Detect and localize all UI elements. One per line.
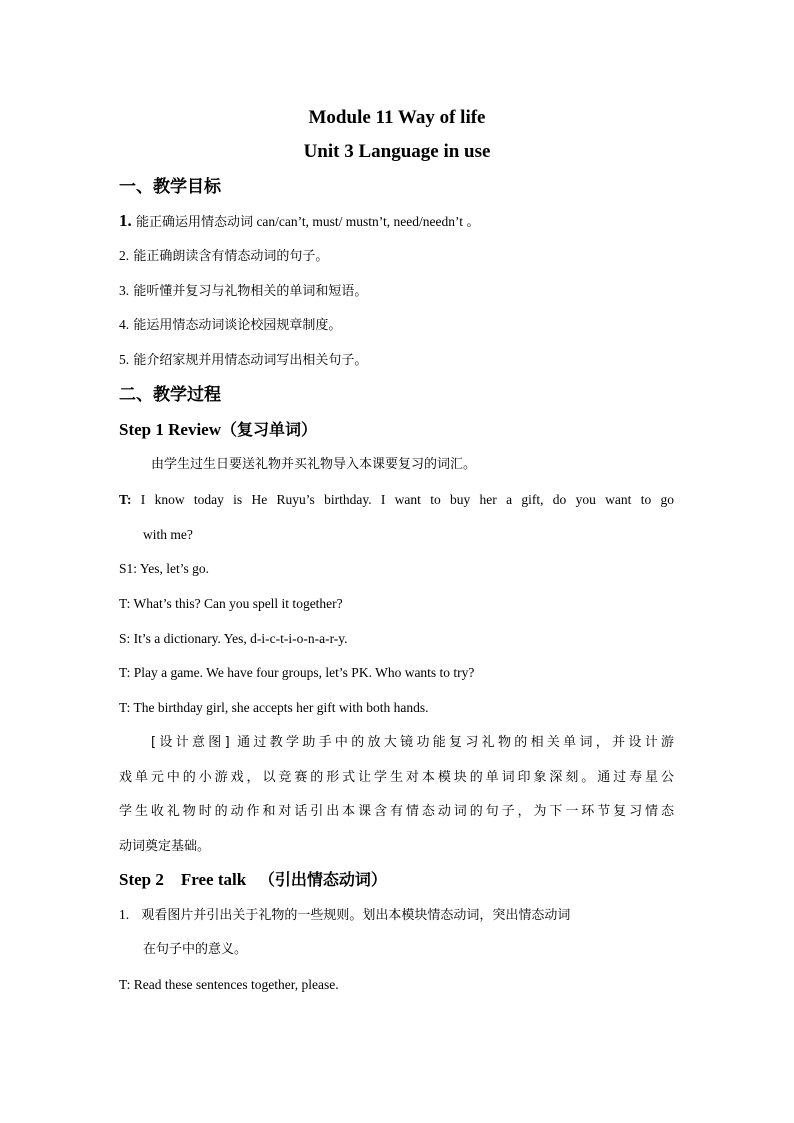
design-intent-line: [设计意图] 通过教学助手中的放大镜功能复习礼物的相关单词，并设计游 [151, 735, 674, 750]
objective-text: 能正确运用情态动词 [136, 215, 254, 230]
objective-text: 能听懂并复习与礼物相关的单词和短语。 [133, 284, 368, 299]
objective-number: 4. [119, 317, 130, 332]
objective-item [119, 350, 367, 371]
dialogue-line: T: What’s this? Can you spell it together? [119, 596, 343, 611]
step2-title [119, 868, 387, 892]
design-intent-line: 学生收礼物时的动作和对话引出本课含有情态动词的句子，为下一环节复习情态 [119, 804, 674, 819]
section-heading-process: 二、教学过程 [119, 385, 221, 405]
step2-title-en: Step 2 Free talk [119, 870, 259, 889]
dialogue-line-continued: with me? [143, 527, 193, 542]
step1-title-zh: （复习单词） [220, 420, 317, 439]
objective-text: 能运用情态动词谈论校园规章制度。 [133, 318, 342, 333]
objective-number: 2. [119, 248, 130, 263]
step2-item-continued: 在句子中的意义。 [143, 942, 248, 957]
speaker-label: T: [119, 492, 132, 507]
design-intent-line: 动词奠定基础。 [119, 839, 211, 854]
objective-number: 5. [119, 352, 130, 367]
dialogue-line: S: It’s a dictionary. Yes, d-i-c-t-i-o-n-a-r-y. [119, 631, 348, 646]
dialogue-line: T: Play a game. We have four groups, let’s PK. Who wants to try? [119, 665, 475, 680]
step1-intro: 由学生过生日要送礼物并买礼物导入本课要复习的词汇。 [151, 457, 477, 472]
step1-title-en: Step 1 Review [119, 420, 221, 439]
dialogue-text: I know today is He Ruyu’s birthday. I want to buy her a gift, do you want to go [131, 492, 674, 507]
dialogue-line: T: The birthday girl, she accepts her gift with both hands. [119, 700, 429, 715]
section-heading-objectives: 一、教学目标 [119, 177, 221, 197]
step2-item [119, 905, 570, 926]
step2-item-text: 观看图片并引出关于礼物的一些规则。划出本模块情态动词，突出情态动词 [141, 908, 571, 923]
module-title: Module 11 Way of life [308, 107, 486, 128]
step2-item-number: 1. [119, 907, 130, 922]
objective-item [119, 211, 480, 233]
objective-item [119, 246, 328, 267]
objective-number: 3. [119, 283, 130, 298]
objective-text: 能正确朗读含有情态动词的句子。 [133, 249, 329, 264]
objective-item [119, 315, 341, 336]
dialogue-line: T: Read these sentences together, please. [119, 977, 339, 992]
objective-text-en: can/can’t, must/ mustn’t, need/needn’t 。 [253, 214, 480, 229]
step1-title [119, 418, 317, 442]
objective-text: 能介绍家规并用情态动词写出相关句子。 [133, 353, 368, 368]
objective-number: 1. [119, 211, 132, 230]
step2-title-zh: （引出情态动词） [258, 870, 387, 889]
dialogue-line [119, 490, 674, 510]
design-intent-line: 戏单元中的小游戏，以竞赛的形式让学生对本模块的单词印象深刻。通过寿星公 [119, 770, 674, 785]
dialogue-line: S1: Yes, let’s go. [119, 561, 210, 576]
unit-title: Unit 3 Language in use [303, 141, 491, 162]
objective-item [119, 281, 367, 302]
